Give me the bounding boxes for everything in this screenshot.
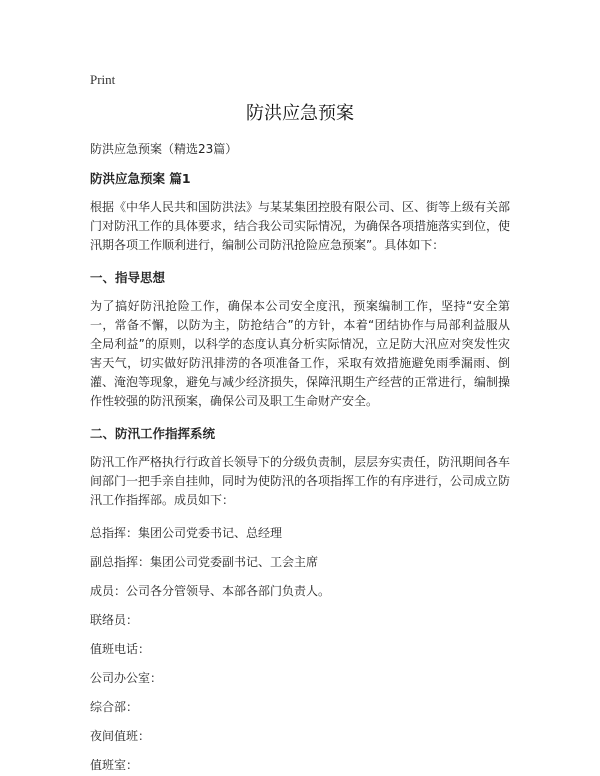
field-company-office: 公司办公室： bbox=[90, 671, 163, 685]
field-night-duty: 夜间值班： bbox=[90, 729, 151, 743]
field-commander: 总指挥：集团公司党委书记、总经理 bbox=[90, 526, 283, 540]
section-command-system-heading: 二、防汛工作指挥系统 bbox=[90, 426, 216, 441]
field-duty-phone: 值班电话： bbox=[90, 642, 151, 656]
document-title: 防洪应急预案 bbox=[246, 103, 354, 124]
section-command-system-body: 防汛工作严格执行行政首长领导下的分级负责制，层层夯实责任，防汛期间各车间部门一把手亲自挂帅，同时为使防汛的各项指挥工作的有序进行，公司成立防汛工作指挥部。成员如下： bbox=[90, 455, 511, 507]
field-liaison: 联络员： bbox=[90, 613, 139, 627]
field-members: 成员：公司各分管领导、本部各部门负责人。 bbox=[90, 584, 331, 598]
article-heading: 防洪应急预案 篇1 bbox=[90, 171, 191, 186]
document-subtitle: 防洪应急预案（精选23篇） bbox=[90, 142, 238, 156]
intro-paragraph: 根据《中华人民共和国防洪法》与某某集团控股有限公司、区、街等上级有关部门对防汛工作的具体要求，结合我公司实际情况，为确保各项措施落实到位，使汛期各项工作顺利进行，编制公司防汛抢险应急预案”。具体如下： bbox=[90, 200, 511, 252]
command-members-list bbox=[90, 524, 510, 774]
section-guiding-principle-heading: 一、指导思想 bbox=[90, 270, 166, 285]
field-duty-room: 值班室： bbox=[90, 758, 139, 772]
field-deputy-commander: 副总指挥：集团公司党委副书记、工会主席 bbox=[90, 555, 319, 569]
field-general-department: 综合部： bbox=[90, 700, 139, 714]
section-guiding-principle-body: 为了搞好防汛抢险工作，确保本公司安全度汛，预案编制工作，坚持“安全第一，常备不懈，以防为主，防抢结合”的方针，本着“团结协作与局部利益服从全局利益”的原则，以科学的态度认真分析实际情况，立足防大汛应对突发性灾害天气，切实做好防汛排涝的各项准备工作，采取有效措施避免雨季漏雨、倒灌、淹泡等现象，避免与减少经济损失，保障汛期生产经营的正常进行，编制操作性较强的防汛预案，确保公司及职工生命财产安全。 bbox=[90, 299, 511, 408]
print-label: Print bbox=[90, 72, 116, 87]
